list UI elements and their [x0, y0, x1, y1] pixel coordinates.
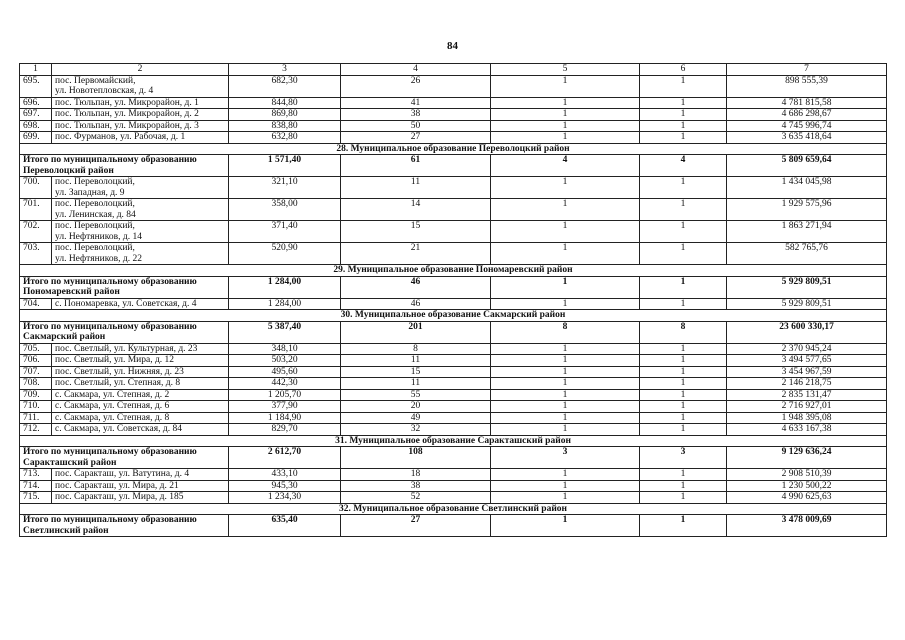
cell-line: пос. Первомайский,: [55, 75, 136, 86]
count-cell: 4: [640, 155, 727, 177]
residents-cell: 41: [341, 97, 491, 109]
cell-line: Переволоцкий район: [23, 165, 114, 176]
table-row: [20, 480, 887, 492]
count-cell: 1: [491, 492, 640, 504]
address-cell: [52, 298, 229, 310]
buildings-table: [19, 63, 887, 537]
subtotal-label: [20, 515, 229, 537]
cell-line: ул. Новотепловская, д. 4: [55, 86, 154, 96]
residents-cell: 46: [341, 298, 491, 310]
residents-cell: 11: [341, 355, 491, 367]
address-cell: [52, 243, 229, 265]
address-cell: [52, 480, 229, 492]
cell-line: Итого по муниципальному образованию: [23, 155, 197, 165]
area-cell: 1 284,00: [229, 276, 341, 298]
count-cell: 4: [491, 155, 640, 177]
table-row: [20, 221, 887, 243]
count-cell: 1: [491, 343, 640, 355]
cell-line: Сакмарский район: [23, 332, 106, 342]
cell-line: Светлинский район: [23, 525, 109, 536]
count-cell: 1: [491, 469, 640, 481]
area-cell: 371,40: [229, 221, 341, 243]
cell-line: пос. Светлый, ул. Культурная, д. 23: [55, 343, 198, 354]
count-cell: 1: [491, 389, 640, 401]
cost-cell: 1 434 045,98: [727, 177, 887, 199]
cost-cell: 5 929 809,51: [727, 298, 887, 310]
count-cell: 1: [640, 276, 727, 298]
row-number: 709.: [20, 389, 52, 401]
address-cell: [52, 401, 229, 413]
address-cell: [52, 355, 229, 367]
area-cell: 635,40: [229, 515, 341, 537]
count-cell: 1: [640, 515, 727, 537]
count-cell: 1: [491, 412, 640, 424]
cost-cell: 2 716 927,01: [727, 401, 887, 413]
address-cell: [52, 492, 229, 504]
cost-cell: 4 633 167,38: [727, 424, 887, 436]
column-header: 7: [727, 64, 887, 76]
residents-cell: 49: [341, 412, 491, 424]
area-cell: 869,80: [229, 109, 341, 121]
subtotal-label: [20, 276, 229, 298]
cell-line: с. Сакмара, ул. Степная, д. 8: [55, 412, 170, 423]
cost-cell: 4 990 625,63: [727, 492, 887, 504]
cell-line: ул. Нефтяников, д. 22: [55, 253, 142, 264]
count-cell: 1: [640, 424, 727, 436]
cost-cell: 1 863 271,94: [727, 221, 887, 243]
row-number: 702.: [20, 221, 52, 243]
table-row: [20, 243, 887, 265]
section-header-row: [20, 143, 887, 155]
count-cell: 1: [640, 199, 727, 221]
table-row: [20, 109, 887, 121]
column-header-row: [20, 64, 887, 76]
residents-cell: 55: [341, 389, 491, 401]
residents-cell: 61: [341, 155, 491, 177]
table-row: [20, 177, 887, 199]
section-title: 29. Муниципальное образование Пономаревский район: [20, 265, 887, 277]
area-cell: 945,30: [229, 480, 341, 492]
count-cell: 1: [640, 378, 727, 390]
section-header-row: [20, 435, 887, 447]
table-row: [20, 97, 887, 109]
subtotal-row: [20, 155, 887, 177]
count-cell: 1: [640, 492, 727, 504]
cell-line: пос. Переволоцкий,: [55, 221, 135, 231]
count-cell: 1: [491, 199, 640, 221]
row-number: 698.: [20, 120, 52, 132]
address-cell: [52, 343, 229, 355]
table-row: [20, 492, 887, 504]
row-number: 695.: [20, 75, 52, 97]
cell-line: пос. Светлый, ул. Нижняя, д. 23: [55, 366, 184, 377]
cell-line: Итого по муниципальному образованию: [23, 515, 197, 525]
cost-cell: 9 129 636,24: [727, 447, 887, 469]
count-cell: 1: [491, 120, 640, 132]
cost-cell: 3 635 418,64: [727, 132, 887, 144]
address-cell: [52, 120, 229, 132]
row-number: 701.: [20, 199, 52, 221]
count-cell: 1: [640, 469, 727, 481]
table-row: [20, 120, 887, 132]
residents-cell: 21: [341, 243, 491, 265]
area-cell: 838,80: [229, 120, 341, 132]
cost-cell: 2 370 945,24: [727, 343, 887, 355]
row-number: 699.: [20, 132, 52, 144]
residents-cell: 201: [341, 321, 491, 343]
page-number: 84: [447, 40, 458, 52]
residents-cell: 8: [341, 343, 491, 355]
area-cell: 829,70: [229, 424, 341, 436]
residents-cell: 20: [341, 401, 491, 413]
area-cell: 1 571,40: [229, 155, 341, 177]
count-cell: 1: [491, 378, 640, 390]
count-cell: 1: [640, 221, 727, 243]
count-cell: 1: [491, 366, 640, 378]
cost-cell: 5 929 809,51: [727, 276, 887, 298]
cost-cell: 4 781 815,58: [727, 97, 887, 109]
cost-cell: 4 745 996,74: [727, 120, 887, 132]
cell-line: ул. Нефтяников, д. 14: [55, 231, 142, 242]
cell-line: пос. Саракташ, ул. Мира, д. 21: [55, 480, 179, 491]
cost-cell: 4 686 298,67: [727, 109, 887, 121]
table-row: [20, 75, 887, 97]
cell-line: Итого по муниципальному образованию: [23, 321, 197, 332]
row-number: 697.: [20, 109, 52, 121]
cost-cell: 23 600 330,17: [727, 321, 887, 343]
count-cell: 1: [640, 343, 727, 355]
residents-cell: 27: [341, 132, 491, 144]
address-cell: [52, 177, 229, 199]
table-row: [20, 298, 887, 310]
cell-line: пос. Тюльпан, ул. Микрорайон, д. 2: [55, 109, 199, 119]
area-cell: 495,60: [229, 366, 341, 378]
count-cell: 1: [640, 298, 727, 310]
row-number: 704.: [20, 298, 52, 310]
row-number: 706.: [20, 355, 52, 367]
address-cell: [52, 199, 229, 221]
subtotal-label: [20, 447, 229, 469]
subtotal-label: [20, 155, 229, 177]
address-cell: [52, 221, 229, 243]
count-cell: 1: [491, 109, 640, 121]
count-cell: 1: [640, 389, 727, 401]
address-cell: [52, 469, 229, 481]
section-header-row: [20, 503, 887, 515]
count-cell: 1: [640, 177, 727, 199]
count-cell: 1: [491, 401, 640, 413]
cost-cell: 5 809 659,64: [727, 155, 887, 177]
cost-cell: 3 454 967,59: [727, 366, 887, 378]
cost-cell: 1 230 500,22: [727, 480, 887, 492]
row-number: 708.: [20, 378, 52, 390]
count-cell: 1: [491, 243, 640, 265]
count-cell: 1: [491, 515, 640, 537]
cell-line: Саракташский район: [23, 457, 117, 468]
residents-cell: 15: [341, 366, 491, 378]
residents-cell: 38: [341, 480, 491, 492]
area-cell: 442,30: [229, 378, 341, 390]
count-cell: 1: [491, 97, 640, 109]
table-row: [20, 132, 887, 144]
residents-cell: 27: [341, 515, 491, 537]
count-cell: 1: [640, 243, 727, 265]
area-cell: 5 387,40: [229, 321, 341, 343]
row-number: 707.: [20, 366, 52, 378]
residents-cell: 18: [341, 469, 491, 481]
table-row: [20, 424, 887, 436]
table-row: [20, 366, 887, 378]
section-title: 32. Муниципальное образование Светлинский район: [20, 503, 887, 515]
area-cell: 503,20: [229, 355, 341, 367]
cell-line: с. Сакмара, ул. Степная, д. 2: [55, 389, 170, 400]
cell-line: с. Сакмара, ул. Советская, д. 84: [55, 424, 182, 434]
count-cell: 1: [640, 401, 727, 413]
area-cell: 1 205,70: [229, 389, 341, 401]
cell-line: пос. Саракташ, ул. Мира, д. 185: [55, 492, 184, 502]
cost-cell: 898 555,39: [727, 75, 887, 97]
column-header: 1: [20, 64, 52, 76]
cell-line: с. Сакмара, ул. Степная, д. 6: [55, 401, 170, 411]
count-cell: 1: [491, 177, 640, 199]
count-cell: 1: [640, 355, 727, 367]
residents-cell: 14: [341, 199, 491, 221]
area-cell: 321,10: [229, 177, 341, 199]
count-cell: 1: [640, 480, 727, 492]
table-row: [20, 401, 887, 413]
count-cell: 1: [491, 276, 640, 298]
count-cell: 1: [491, 355, 640, 367]
count-cell: 1: [491, 75, 640, 97]
address-cell: [52, 378, 229, 390]
count-cell: 1: [640, 75, 727, 97]
subtotal-label: [20, 321, 229, 343]
row-number: 712.: [20, 424, 52, 436]
residents-cell: 11: [341, 177, 491, 199]
cell-line: пос. Светлый, ул. Мира, д. 12: [55, 355, 175, 365]
cell-line: пос. Светлый, ул. Степная, д. 8: [55, 378, 181, 388]
row-number: 696.: [20, 97, 52, 109]
count-cell: 1: [640, 366, 727, 378]
count-cell: 3: [640, 447, 727, 469]
address-cell: [52, 75, 229, 97]
subtotal-row: [20, 515, 887, 537]
subtotal-row: [20, 447, 887, 469]
address-cell: [52, 389, 229, 401]
cost-cell: 3 494 577,65: [727, 355, 887, 367]
cell-line: ул. Западная, д. 9: [55, 187, 125, 198]
row-number: 711.: [20, 412, 52, 424]
cost-cell: 1 948 395,08: [727, 412, 887, 424]
cell-line: пос. Тюльпан, ул. Микрорайон, д. 3: [55, 120, 199, 131]
count-cell: 8: [640, 321, 727, 343]
cell-line: пос. Переволоцкий,: [55, 199, 135, 209]
residents-cell: 11: [341, 378, 491, 390]
cost-cell: 582 765,76: [727, 243, 887, 265]
area-cell: 520,90: [229, 243, 341, 265]
subtotal-row: [20, 321, 887, 343]
cost-cell: 3 478 009,69: [727, 515, 887, 537]
count-cell: 8: [491, 321, 640, 343]
section-title: 31. Муниципальное образование Саракташский район: [20, 435, 887, 447]
cell-line: пос. Фурманов, ул. Рабочая, д. 1: [55, 132, 186, 142]
table-row: [20, 343, 887, 355]
count-cell: 1: [640, 109, 727, 121]
address-cell: [52, 109, 229, 121]
count-cell: 1: [640, 97, 727, 109]
section-title: 30. Муниципальное образование Сакмарский район: [20, 310, 887, 322]
residents-cell: 52: [341, 492, 491, 504]
column-header: 3: [229, 64, 341, 76]
table-row: [20, 378, 887, 390]
cost-cell: 2 146 218,75: [727, 378, 887, 390]
section-header-row: [20, 310, 887, 322]
table-row: [20, 199, 887, 221]
address-cell: [52, 366, 229, 378]
area-cell: 1 184,90: [229, 412, 341, 424]
address-cell: [52, 132, 229, 144]
cell-line: пос. Тюльпан, ул. Микрорайон, д. 1: [55, 97, 199, 108]
table-row: [20, 469, 887, 481]
residents-cell: 32: [341, 424, 491, 436]
table-row: [20, 412, 887, 424]
table-row: [20, 355, 887, 367]
row-number: 713.: [20, 469, 52, 481]
residents-cell: 46: [341, 276, 491, 298]
area-cell: 377,90: [229, 401, 341, 413]
row-number: 705.: [20, 343, 52, 355]
residents-cell: 26: [341, 75, 491, 97]
area-cell: 632,80: [229, 132, 341, 144]
table-body: [20, 64, 887, 537]
area-cell: 1 234,30: [229, 492, 341, 504]
cell-line: пос. Переволоцкий,: [55, 177, 135, 187]
cell-line: Итого по муниципальному образованию: [23, 447, 197, 457]
subtotal-row: [20, 276, 887, 298]
area-cell: 433,10: [229, 469, 341, 481]
count-cell: 1: [491, 298, 640, 310]
area-cell: 2 612,70: [229, 447, 341, 469]
table-row: [20, 389, 887, 401]
count-cell: 1: [491, 221, 640, 243]
cell-line: Итого по муниципальному образованию: [23, 276, 197, 287]
address-cell: [52, 424, 229, 436]
count-cell: 1: [491, 132, 640, 144]
area-cell: 844,80: [229, 97, 341, 109]
cell-line: с. Пономаревка, ул. Советская, д. 4: [55, 298, 197, 309]
cost-cell: 1 929 575,96: [727, 199, 887, 221]
residents-cell: 108: [341, 447, 491, 469]
count-cell: 3: [491, 447, 640, 469]
residents-cell: 50: [341, 120, 491, 132]
column-header: 6: [640, 64, 727, 76]
row-number: 700.: [20, 177, 52, 199]
cell-line: ул. Ленинская, д. 84: [55, 209, 136, 220]
row-number: 710.: [20, 401, 52, 413]
area-cell: 1 284,00: [229, 298, 341, 310]
cell-line: пос. Переволоцкий,: [55, 243, 135, 253]
row-number: 703.: [20, 243, 52, 265]
area-cell: 358,00: [229, 199, 341, 221]
column-header: 2: [52, 64, 229, 76]
residents-cell: 38: [341, 109, 491, 121]
address-cell: [52, 97, 229, 109]
row-number: 714.: [20, 480, 52, 492]
address-cell: [52, 412, 229, 424]
cell-line: Пономаревский район: [23, 287, 120, 297]
area-cell: 682,30: [229, 75, 341, 97]
section-header-row: [20, 265, 887, 277]
count-cell: 1: [491, 424, 640, 436]
cost-cell: 2 835 131,47: [727, 389, 887, 401]
count-cell: 1: [640, 120, 727, 132]
residents-cell: 15: [341, 221, 491, 243]
section-title: 28. Муниципальное образование Переволоцкий район: [20, 143, 887, 155]
column-header: 5: [491, 64, 640, 76]
count-cell: 1: [491, 480, 640, 492]
cell-line: пос. Саракташ, ул. Ватутина, д. 4: [55, 469, 190, 479]
row-number: 715.: [20, 492, 52, 504]
count-cell: 1: [640, 132, 727, 144]
column-header: 4: [341, 64, 491, 76]
area-cell: 348,10: [229, 343, 341, 355]
cost-cell: 2 908 510,39: [727, 469, 887, 481]
count-cell: 1: [640, 412, 727, 424]
